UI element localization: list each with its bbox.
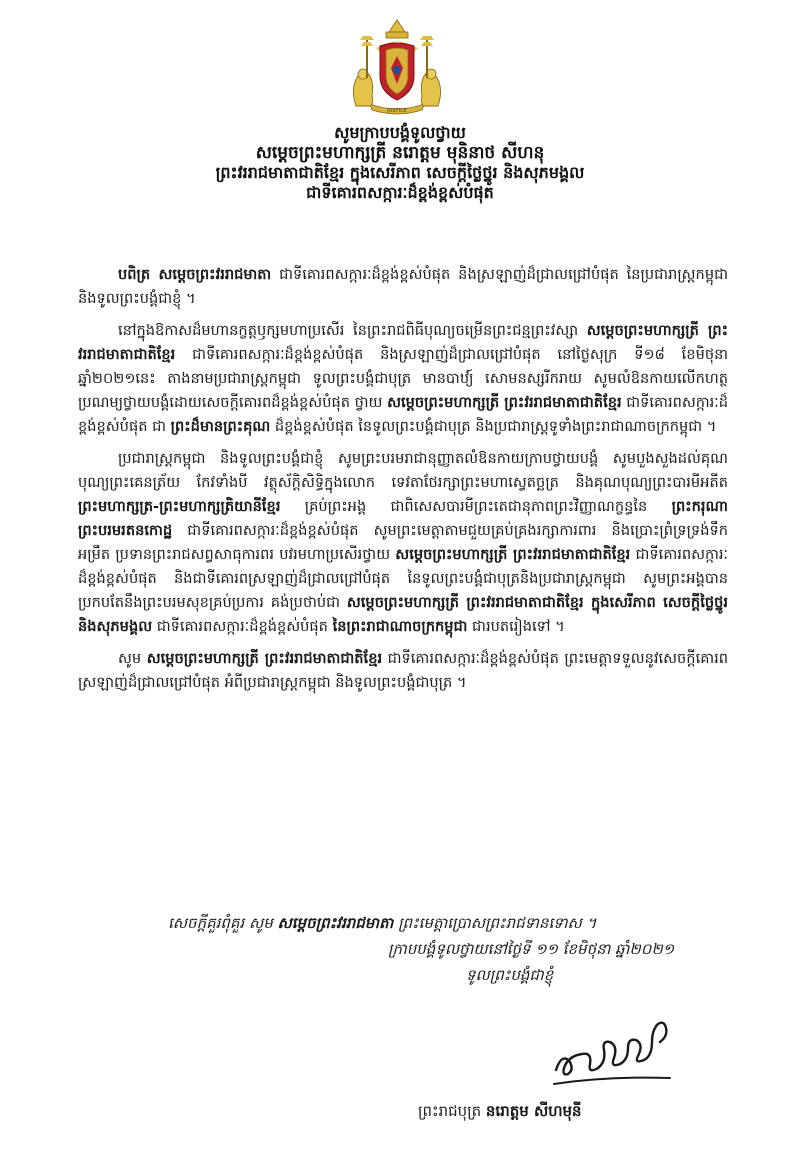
bold-text: ព្រះដ៏មានព្រះគុណ [170, 418, 271, 435]
bold-text: សម្តេចព្រះមហាក្សត្រី ព្រះវររាជមាតាជាតិខ្មែរ ក្នុងសេរីភាព សេចក្តីថ្លៃថ្នូរ និងសុភមង្គល [78, 594, 728, 635]
text-run: ជាទីគោរពសក្ការៈដ៏ខ្ពង់ខ្ពស់បំផុត [152, 618, 333, 635]
royal-coat-of-arms-icon [336, 18, 458, 118]
bold-text: នៃព្រះរាជាណាចក្រកម្ពុជា [332, 618, 468, 635]
handwritten-signature-icon [548, 1012, 678, 1090]
letter-body [78, 263, 728, 703]
header-honorific: ជាទីគោរពសក្ការៈដ៏ខ្ពង់ខ្ពស់បំផុត [306, 183, 494, 202]
header-queen-name: សម្តេចព្រះមហាក្សត្រី នរោត្តម មុនិនាថ សីហនុ [255, 143, 545, 163]
paragraph-2 [78, 319, 728, 439]
text-run: នៅក្នុងឱកាសដ៏មហានក្ខត្តឫក្សមហាប្រសើរ នៃព្រះរាជពិធីបុណ្យចម្រើនព្រះជន្មព្រះវស្សា [118, 322, 587, 339]
paragraph-1 [78, 263, 728, 311]
bold-text: សម្តេចព្រះមហាក្សត្រី ព្រះវររាជមាតាជាតិខ្មែរ [387, 394, 622, 411]
text-run: ជាទីគោរពសក្ការៈដ៏ខ្ពង់ខ្ពស់បំផុត ជា [78, 394, 728, 435]
closing-block [0, 912, 800, 992]
text-run: ជាទីគោរពសក្ការៈដ៏ខ្ពង់ខ្ពស់បំផុត និងស្រឡាញ់ដ៏ជ្រាលជ្រៅបំផុត នៅថ្ងៃសុក្រ ទី១៨ ខែមិថុនា ឆ្នាំ២០២១នេះ តាងនាមប្រជារាស្ត្រកម្ពុជា ទូលព្រះបង្គំជាបុត្រ មានបាឋ្យ៍ សោមនស្សរីករាយ សូមលំឱនកាយលើកហត្ថប្រណម្យថ្វាយបង្គំដោយសេចក្តីគោរពដ៏ខ្ពង់ខ្ពស់បំផុត ថ្វាយ [78, 346, 728, 411]
signer-prefix: ព្រះរាជបុត្រ [418, 1102, 486, 1120]
text-run: ជាទីគោរពសក្ការៈដ៏ខ្ពង់ខ្ពស់បំផុត សូមព្រះមេត្តាតាមជួយគ្រប់គ្រងរក្សាការពារ និងប្រោះព្រំទ្រទ្រង់ទឹកអម្រឹត ប្រទានព្រះរាជសព្វសាធុការពរ បវរមហាប្រសើរថ្វាយ [78, 522, 728, 563]
letter-header [120, 123, 680, 203]
bold-text: សម្តេចព្រះមហាក្សត្រី ព្រះវររាជមាតាជាតិខ្មែរ [146, 650, 383, 667]
paragraph-3 [78, 447, 728, 639]
text-run: ជាទីគោរពសក្ការៈដ៏ខ្ពង់ខ្ពស់បំផុត និងស្រឡាញ់ដ៏ជ្រាលជ្រៅបំផុត នៃប្រជារាស្ត្រកម្ពុជា និងទូលព្រះបង្គំជាខ្ញុំ ។ [78, 266, 728, 307]
header-salutation: សូមក្រាបបង្គំទូលថ្វាយ [334, 123, 466, 142]
header-title: ព្រះវររាជមាតាជាតិខ្មែរ ក្នុងសេរីភាព សេចក្តីថ្លៃថ្នូរ និងសុភមង្គល [215, 163, 585, 182]
bold-text: បពិត្រ សម្តេចព្រះវររាជមាតា [118, 266, 272, 283]
text-run: ជាទីគោរពសក្ការៈដ៏ខ្ពង់ខ្ពស់បំផុត ព្រះមេត្តាទទួលនូវសេចក្តីគោរពស្រឡាញ់ដ៏ជ្រាលជ្រៅបំផុត អំពីប្រជារាស្ត្រកម្ពុជា និងទូលព្រះបង្គំជាបុត្រ ។ [78, 650, 728, 691]
signer-name-bold: នរោត្តម សីហមុនី [485, 1102, 582, 1120]
text-run: ជាទីគោរពសក្ការៈដ៏ខ្ពង់ខ្ពស់បំផុត និងជាទីគោរពស្រឡាញ់ដ៏ជ្រាលជ្រៅបំផុត នៃទូលព្រះបង្គំជាបុត្រនិងប្រជារាស្ត្រកម្ពុជា សូមព្រះអង្គបានប្រកបតែនឹងព្រះបរមសុខគ្រប់ប្រការ គង់ប្រថាប់ជា [78, 546, 728, 611]
closing-sender: ទូលព្រះបង្គំជាខ្ញុំ [466, 966, 554, 984]
text-run: ដ៏ខ្ពង់ខ្ពស់បំផុត នៃទូលព្រះបង្គំជាបុត្រ និងប្រជារាស្ត្រទូទាំងព្រះរាជាណាចក្រកម្ពុជា ។ [270, 418, 717, 435]
closing-date: ក្រាបបង្គំទូលថ្វាយនៅថ្ងៃទី ១១ ខែមិថុនា ឆ្នាំ២០២១ [388, 940, 675, 958]
bold-text: សម្តេចព្រះមហាក្សត្រី ព្រះវររាជមាតាជាតិខ្មែរ [395, 546, 631, 563]
text-run: ប្រជារាស្ត្រកម្ពុជា និងទូលព្រះបង្គំជាខ្ញុំ សូមព្រះបរមរាជានុញ្ញាតលំឱនកាយក្រាបថ្វាយបង្គំ សូមបួងសួងដល់គុណបុណ្យព្រះគេនត្រ័យ កែវទាំងបី វត្ថុស័ក្តិសិទ្ធិក្នុងលោក ទេវតាថែរក្សាព្រះមហាស្វេតច្ឆត្រ និងគុណបុណ្យព្រះបារមីអតីត [78, 450, 728, 491]
bold-text: ព្រះករុណា ព្រះបរមរតនកោដ្ឋ [78, 498, 728, 539]
text-run: គ្រប់ព្រះអង្គ ជាពិសេសបារមីព្រះតេជានុភាពព្រះវិញ្ញាណក្ខន្ធនៃ [280, 498, 672, 515]
text-run: សូម [118, 650, 147, 667]
text-run: ព្រះមេត្តាប្រោសព្រះរាជទានទោស ។ [393, 914, 597, 932]
signer-name [418, 1100, 582, 1122]
text-run: ជារបតរៀងទៅ ។ [467, 618, 565, 635]
svg-text:JUSTICE: JUSTICE [387, 108, 407, 114]
text-run: សេចក្តីគួរពុំគួរ សូម [168, 914, 278, 932]
paragraph-4 [78, 647, 728, 695]
closing-line-1 [168, 912, 596, 934]
bold-text: សម្តេចព្រះវររាជមាតា [277, 914, 394, 932]
bold-text: សម្តេចព្រះមហាក្សត្រី ព្រះវររាជមាតាជាតិខ្មែរ [78, 322, 728, 363]
bold-text: ព្រះមហាក្សត្រ-ព្រះមហាក្សត្រិយានីខ្មែរ [78, 498, 281, 515]
